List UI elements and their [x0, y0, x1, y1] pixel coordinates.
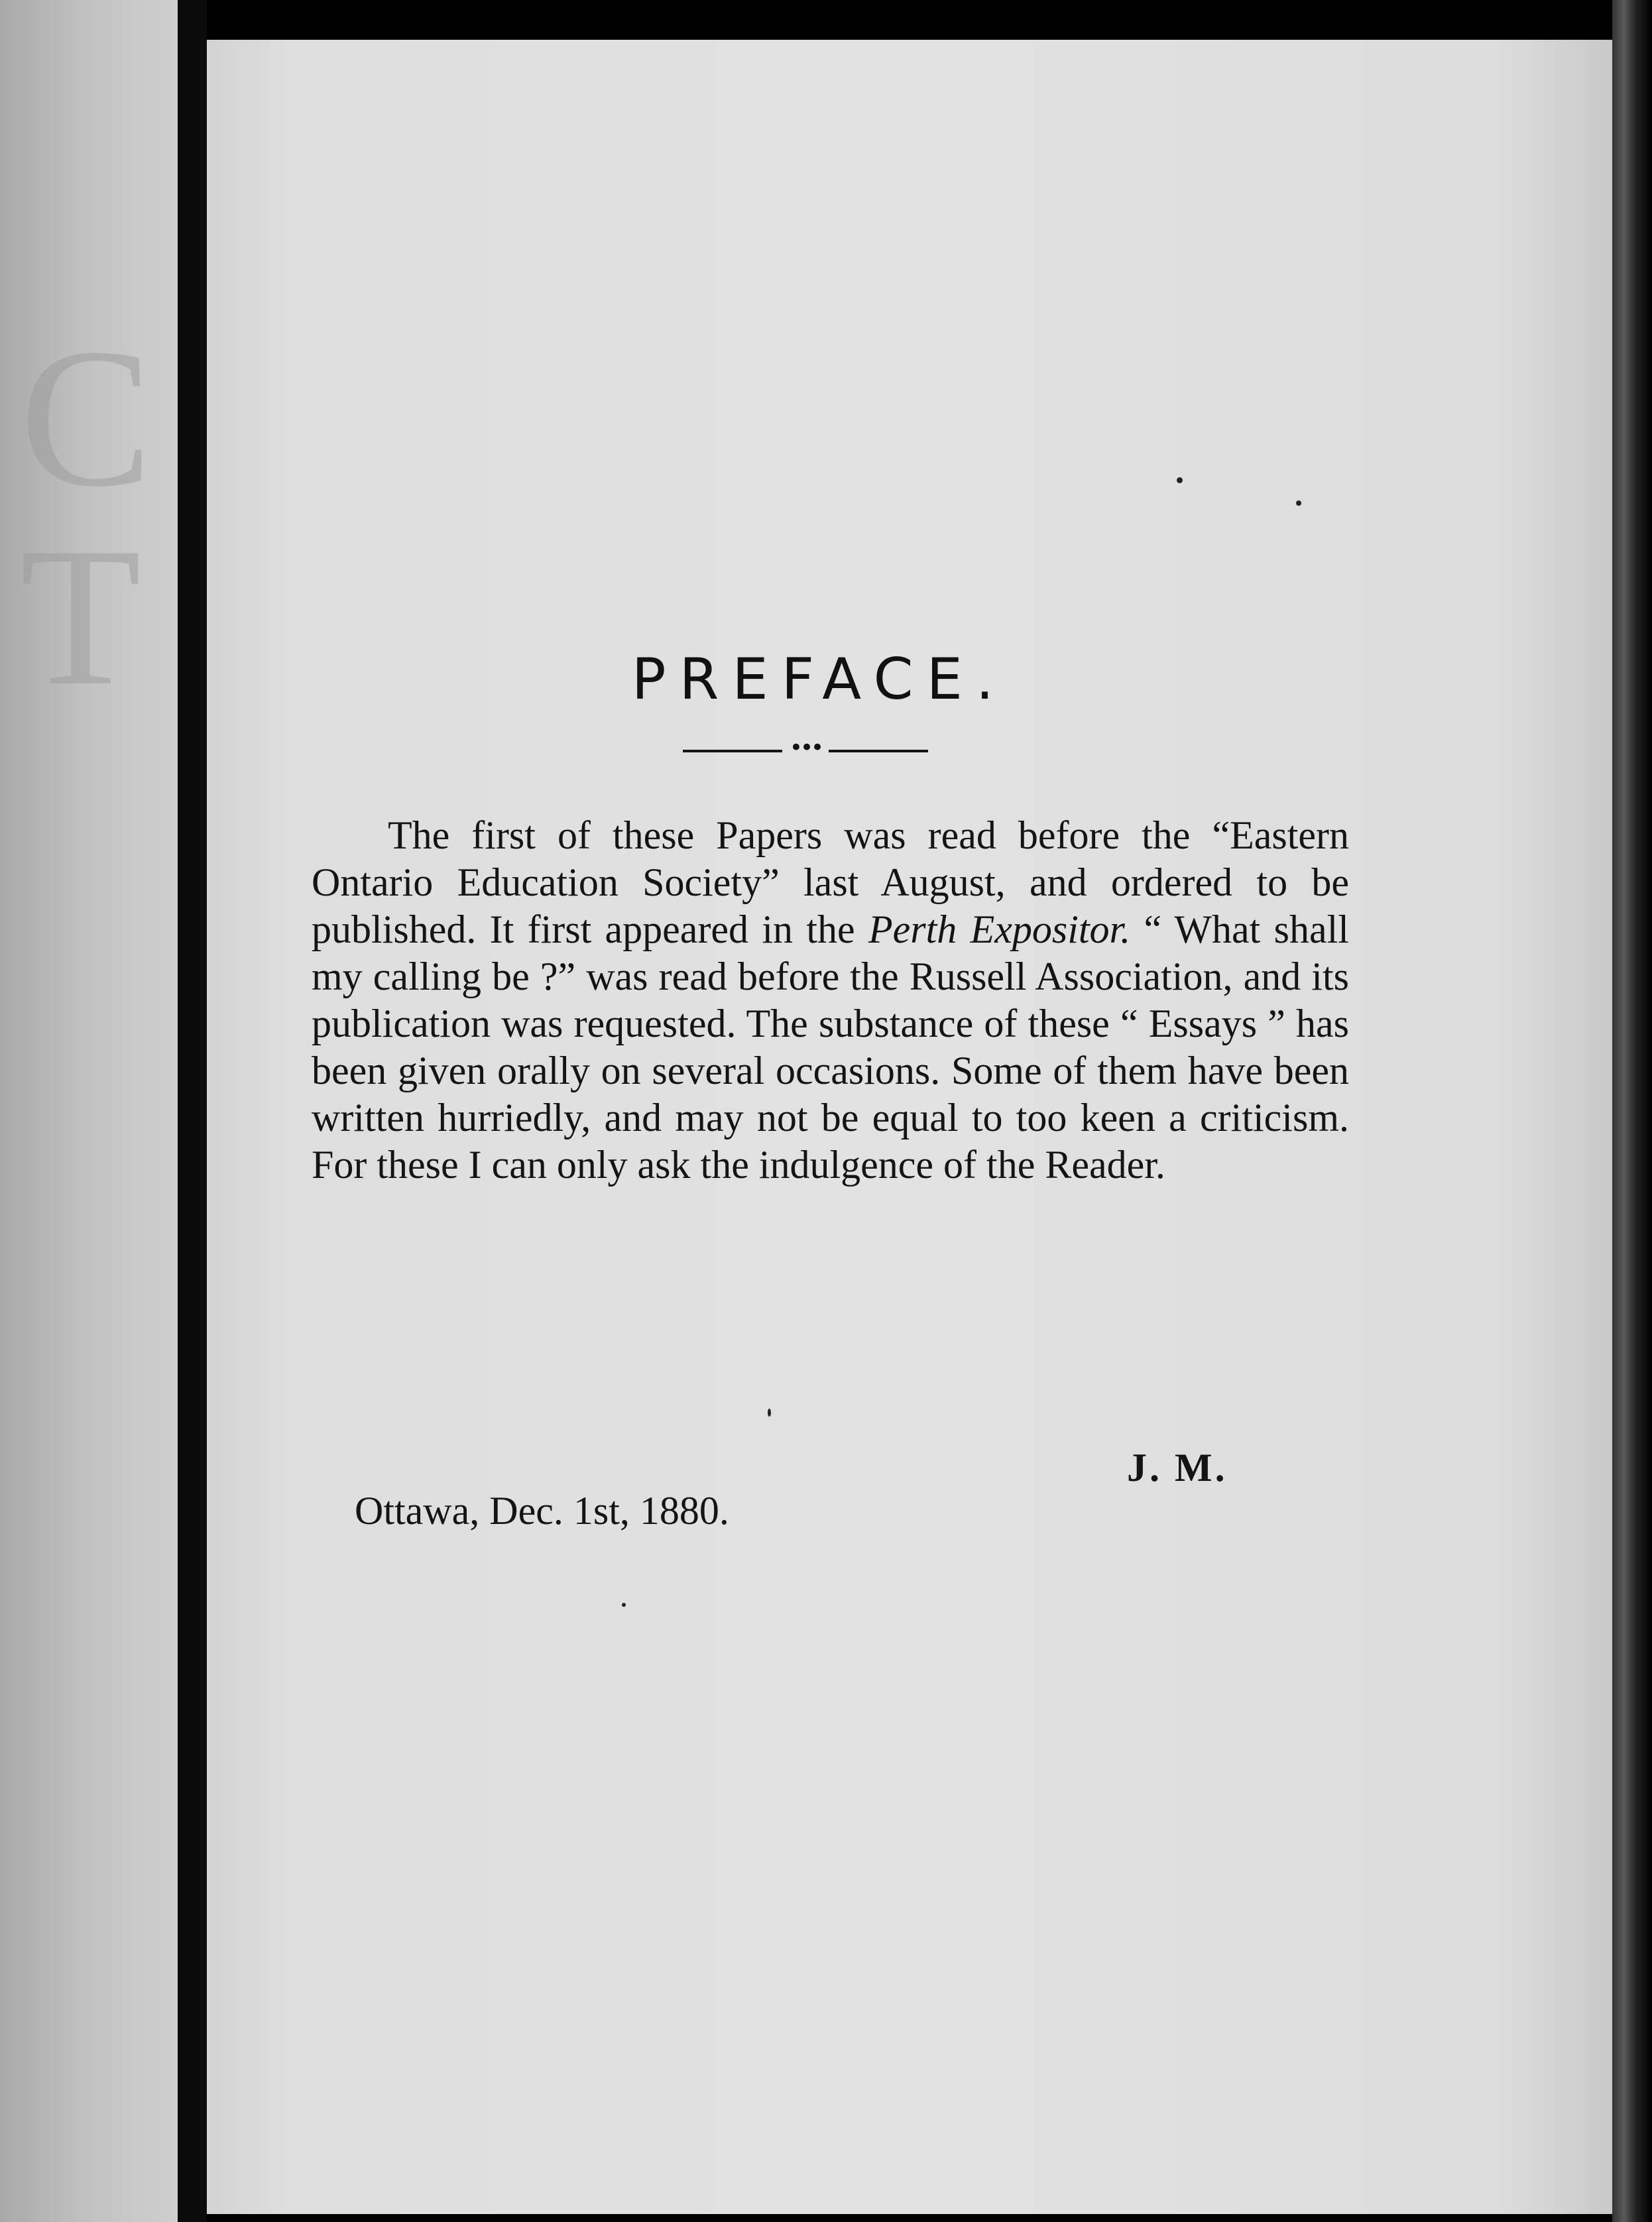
- page-heading: PREFACE.: [631, 646, 1008, 713]
- ornament-rule-right: [829, 750, 928, 752]
- book-gutter: [178, 0, 207, 2222]
- author-initials: J. M.: [1127, 1446, 1228, 1490]
- paper-speck: [768, 1409, 771, 1417]
- paper-speck: [1296, 500, 1301, 506]
- dateline: Ottawa, Dec. 1st, 1880.: [355, 1489, 729, 1533]
- ornament-dots: •••: [789, 734, 822, 761]
- ornament-divider: [683, 734, 928, 761]
- ornament-rule-left: [683, 750, 782, 752]
- page-edge: [1612, 0, 1652, 2222]
- preface-paragraph: [312, 812, 1349, 1189]
- paper-speck: [1177, 477, 1183, 483]
- preface-text-part1: The first of these Papers was read before the “Eastern Ontario Education Society” last August, and ordered to be published. It first appeared in the: [312, 813, 1349, 951]
- preface-text-part2: “ What shall my calling be ?” was read before the Russell Association, and its publication was requested. The substance of these “ Essays ” has been given orally on several occasions. Some of them have been written hurriedly, and may not be equal to too keen a criticism. For these I can only ask the indulgence of the Reader.: [312, 907, 1349, 1187]
- facing-page-bleed: C T: [20, 308, 153, 727]
- paper-speck: [622, 1603, 626, 1607]
- facing-page: [0, 0, 199, 2222]
- publication-title: Perth Expositor.: [868, 907, 1131, 951]
- preface-body: [312, 812, 1349, 1189]
